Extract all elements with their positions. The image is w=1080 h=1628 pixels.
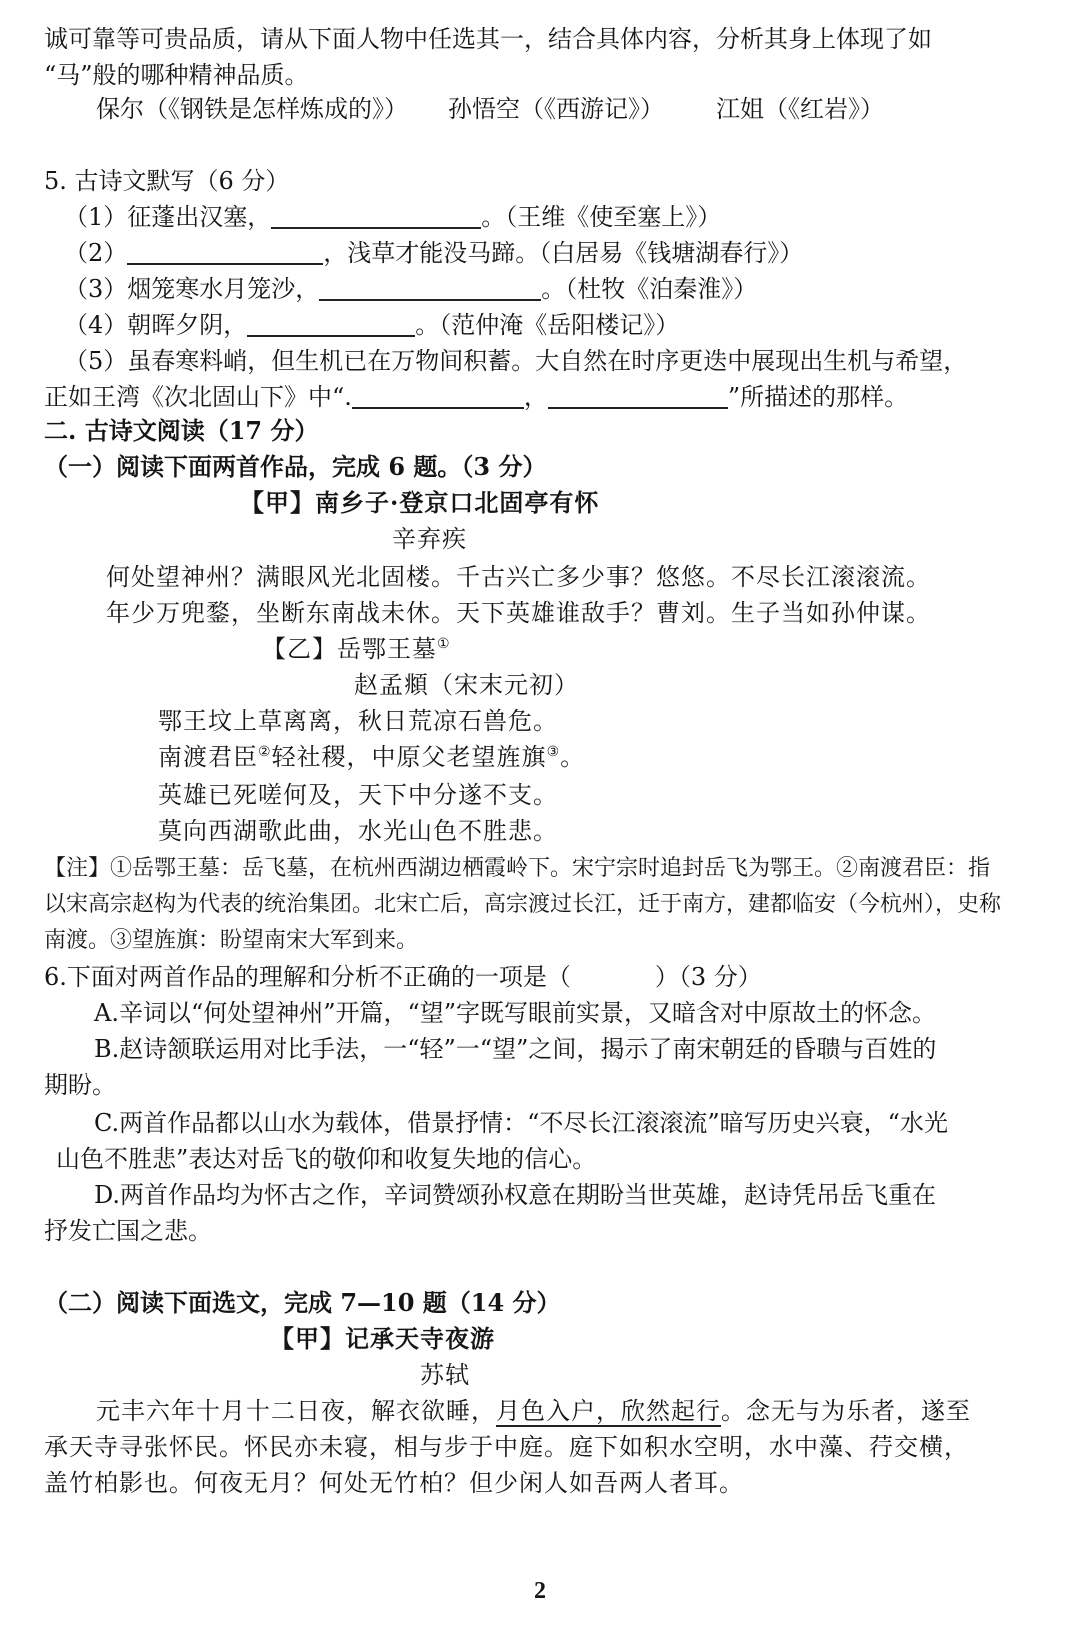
prose-a-author: 苏轼 [420, 1361, 470, 1389]
character-sunwukong: 孙悟空（《西游记》） [448, 95, 664, 123]
part-2-title: （二）阅读下面选文，完成 7—10 题（14 分） [44, 1288, 561, 1317]
q5-item-1: （1）征蓬出汉塞， 。（王维《使至塞上》） [64, 203, 722, 231]
poem-b-line-1: 鄂王坟上草离离，秋日荒凉石兽危。 [158, 707, 558, 735]
poem-a-line-1: 何处望神州？满眼风光北固楼。千古兴亡多少事？悠悠。不尽长江滚滚流。 [106, 563, 931, 591]
q6-option-a: A.辛词以“何处望神州”开篇，“望”字既写眼前实景，又暗含对中原故土的怀念。 [94, 999, 937, 1027]
q6-option-b-line-1: B.赵诗颔联运用对比手法，一“轻”一“望”之间，揭示了南宋朝廷的昏聩与百姓的 [94, 1035, 937, 1063]
character-options [96, 92, 1044, 126]
q5-item-4: （4）朝晖夕阴， 。（范仲淹《岳阳楼记》） [64, 311, 680, 339]
q5-item-5-line-2: 正如王湾《次北固山下》中“. ， ”所描述的那样。 [44, 383, 909, 411]
prose-a-line-2: 承天寺寻张怀民。怀民亦未寝，相与步于中庭。庭下如积水空明，水中藻、荇交横， [44, 1433, 969, 1461]
q5-title: 5. 古诗文默写（6 分） [44, 167, 290, 195]
poem-a-author: 辛弃疾 [392, 525, 467, 553]
q5-item-3: （3）烟笼寒水月笼沙， 。（杜牧《泊秦淮》） [64, 275, 758, 303]
q6-option-d-line-2: 抒发亡国之悲。 [44, 1217, 212, 1245]
q6-option-d-line-1: D.两首作品均为怀古之作，辛词赞颂孙权意在期盼当世英雄，赵诗凭吊岳飞重在 [94, 1181, 937, 1209]
poem-b-line-2: 南渡君臣②轻社稷，中原父老望旌旗③。 [158, 743, 586, 771]
poem-a-line-2: 年少万兜鍪，坐断东南战未休。天下英雄谁敌手？曹刘。生子当如孙仲谋。 [106, 599, 931, 627]
answer-blank-2[interactable] [127, 239, 323, 265]
poem-b-title: 【乙】岳鄂王墓① [262, 635, 451, 663]
annotation-line-1: 【注】①岳鄂王墓：岳飞墓，在杭州西湖边栖霞岭下。宋宁宗时追封岳飞为鄂王。②南渡君臣：指 [44, 856, 991, 881]
prose-a-line-3: 盖竹柏影也。何夜无月？何处无竹柏？但少闲人如吾两人者耳。 [44, 1469, 744, 1497]
underlined-phrase: 月色入户，欣然起行 [496, 1397, 721, 1425]
poem-a-title: 【甲】南乡子·登京口北固亭有怀 [240, 488, 600, 517]
character-baoer: 保尔（《钢铁是怎样炼成的》） [96, 95, 408, 123]
answer-blank-4[interactable] [247, 311, 415, 337]
q5-item-2: （2） ，浅草才能没马蹄。（白居易《钱塘湖春行》） [64, 239, 804, 267]
page-number: 2 [534, 1578, 546, 1604]
intro-line-1: 诚可靠等可贵品质，请从下面人物中任选其一，结合具体内容，分析其身上体现了如 [44, 25, 932, 53]
answer-blank-1[interactable] [271, 203, 481, 229]
annotation-line-2: 以宋高宗赵构为代表的统治集团。北宋亡后，高宗渡过长江，迁于南方，建都临安（今杭州），史称 [44, 892, 1002, 917]
prose-a-title: 【甲】记承天寺夜游 [270, 1324, 495, 1353]
poem-b-author: 赵孟頫（宋末元初） [354, 671, 579, 699]
answer-blank-5b[interactable] [548, 383, 728, 409]
intro-line-2: “马”般的哪种精神品质。 [44, 61, 309, 89]
annotation-line-3: 南渡。③望旌旗：盼望南宋大军到来。 [44, 928, 419, 953]
part-1-title: （一）阅读下面两首作品，完成 6 题。（3 分） [44, 452, 547, 481]
prose-a-line-1: 元丰六年十月十二日夜，解衣欲睡，月色入户，欣然起行。念无与为乐者，遂至 [96, 1397, 971, 1425]
answer-blank-3[interactable] [319, 275, 541, 301]
q5-item-5-line-1: （5）虽春寒料峭，但生机已在万物间积蓄。大自然在时序更迭中展现出生机与希望， [64, 347, 968, 375]
poem-b-line-4: 莫向西湖歌此曲，水光山色不胜悲。 [158, 817, 558, 845]
poem-b-line-3: 英雄已死嗟何及，天下中分遂不支。 [158, 781, 558, 809]
q6-stem: 6.下面对两首作品的理解和分析不正确的一项是（ ）（3 分） [44, 963, 762, 991]
character-jiangjie: 江姐（《红岩》） [716, 95, 884, 123]
q6-option-c-line-2: 山色不胜悲”表达对岳飞的敬仰和收复失地的信心。 [56, 1145, 597, 1173]
answer-blank-5a[interactable] [352, 383, 524, 409]
q6-option-c-line-1: C.两首作品都以山水为载体，借景抒情：“不尽长江滚滚流”暗写历史兴衰，“水光 [94, 1109, 948, 1137]
section-2-title: 二. 古诗文阅读（17 分） [44, 416, 319, 445]
q6-option-b-line-2: 期盼。 [44, 1071, 116, 1099]
